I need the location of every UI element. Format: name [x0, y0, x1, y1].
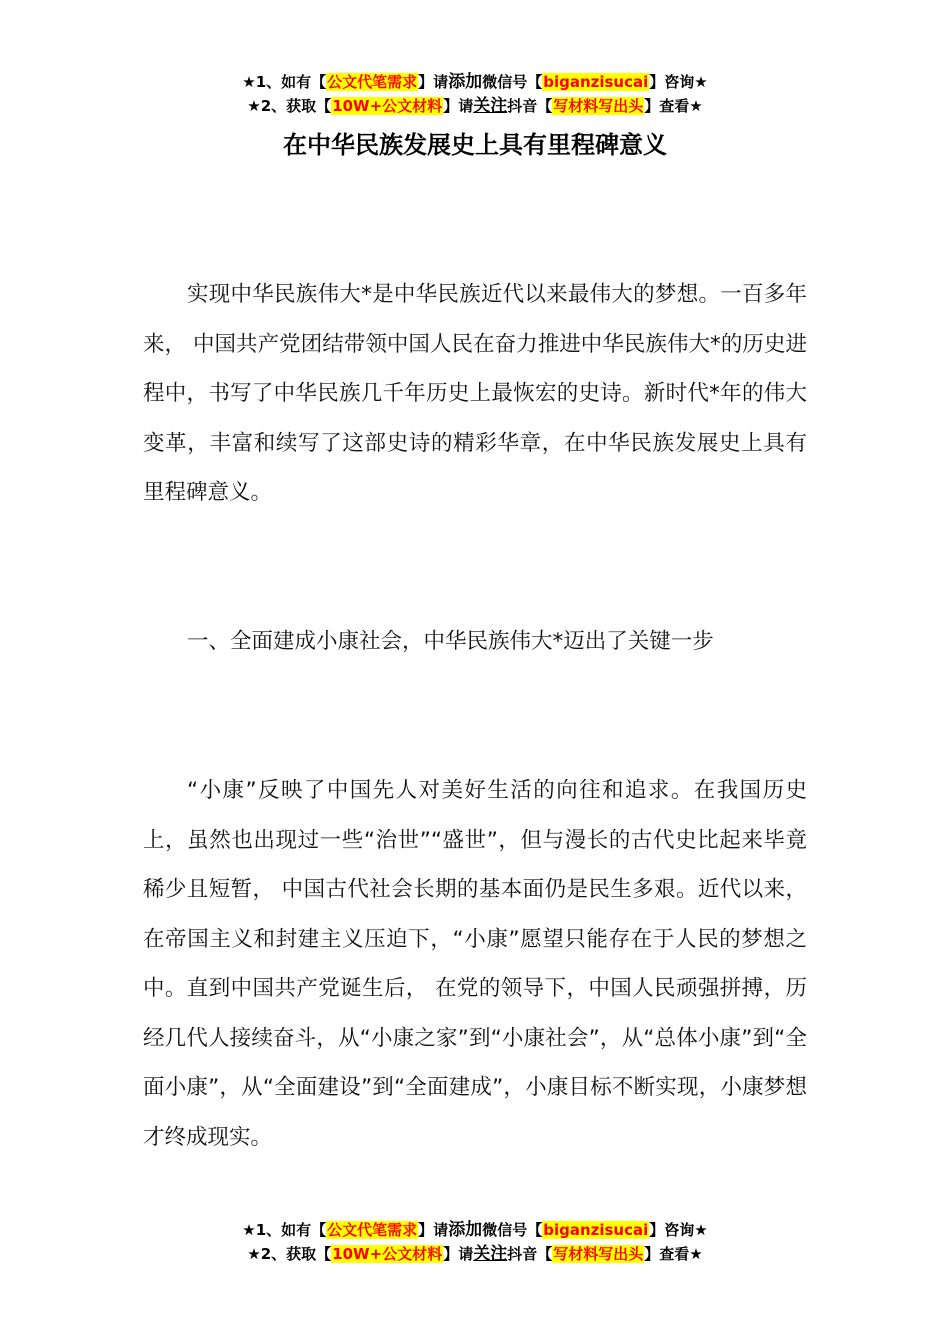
promo-highlight-douyin: 写材料写出头 — [553, 97, 644, 115]
promo-text: 抖音【 — [507, 97, 553, 115]
promo-text: 抖音【 — [507, 1245, 553, 1263]
promo-text: ★2、获取【 — [247, 1245, 332, 1263]
promo-text: 】请 — [418, 73, 449, 91]
promo-highlight-wechat: biganzisucai — [543, 73, 649, 91]
promo-text: ★2、获取【 — [247, 97, 332, 115]
document-title: 在中华民族发展史上具有里程碑意义 — [283, 131, 667, 159]
promo-line-2 — [0, 1242, 950, 1266]
promo-text: 】请 — [418, 1221, 449, 1239]
promo-text: 微信号【 — [482, 1221, 543, 1239]
promo-line-1 — [0, 1218, 950, 1242]
promo-text: 】查看★ — [644, 97, 703, 115]
promo-header — [0, 70, 950, 118]
paragraph-intro: 实现中华民族伟大*是中华民族近代以来最伟大的梦想。一百多年来， 中国共产党团结带领中国人民在奋力推进中华民族伟大*的历史进程中，书写了中华民族几千年历史上最恢宏的史诗。新时代*年的伟大变革，丰富和续写了这部史诗的精彩华章，在中华民族发展史上具有里程碑意义。 — [143, 282, 807, 505]
promo-text: 微信号【 — [482, 73, 543, 91]
promo-text: 】查看★ — [644, 1245, 703, 1263]
promo-line-2 — [0, 94, 950, 118]
promo-highlight-wechat: biganzisucai — [543, 1221, 649, 1239]
promo-emphasis: 关注 — [473, 96, 508, 116]
promo-highlight-materials: 10W+公文材料 — [332, 1245, 443, 1263]
promo-text: ★1、如有【 — [242, 1221, 327, 1239]
promo-text: ★1、如有【 — [242, 73, 327, 91]
promo-highlight-douyin: 写材料写出头 — [553, 1245, 644, 1263]
promo-line-1 — [0, 70, 950, 94]
promo-highlight-materials: 10W+公文材料 — [332, 97, 443, 115]
promo-emphasis: 关注 — [473, 1244, 508, 1264]
promo-emphasis: 添加 — [448, 1220, 483, 1240]
promo-footer — [0, 1218, 950, 1266]
promo-text: 】请 — [443, 97, 474, 115]
promo-emphasis: 添加 — [448, 72, 483, 92]
promo-text: 】咨询★ — [649, 1221, 708, 1239]
promo-highlight-service: 公文代笔需求 — [327, 73, 418, 91]
promo-text: 】请 — [443, 1245, 474, 1263]
promo-text: 】咨询★ — [649, 73, 708, 91]
paragraph-body: “小康”反映了中国先人对美好生活的向往和追求。在我国历史上，虽然也出现过一些“治世”“盛世”，但与漫长的古代史比起来毕竟稀少且短暂， 中国古代社会长期的基本面仍是民生多艰。近代以来，在帝国主义和封建主义压迫下，“小康”愿望只能存在于人民的梦想之中。直到中国共产党诞生后， 在党的领导下，中国人民顽强拼搏，历经几代人接续奋斗，从“小康之家”到“小康社会”，从“总体小康”到“全面小康”，从“全面建设”到“全面建成”，小康目标不断实现，小康梦想才终成现实。 — [143, 778, 807, 1150]
section-heading: 一、全面建成小康社会，中华民族伟大*迈出了关键一步 — [187, 629, 714, 654]
promo-highlight-service: 公文代笔需求 — [327, 1221, 418, 1239]
